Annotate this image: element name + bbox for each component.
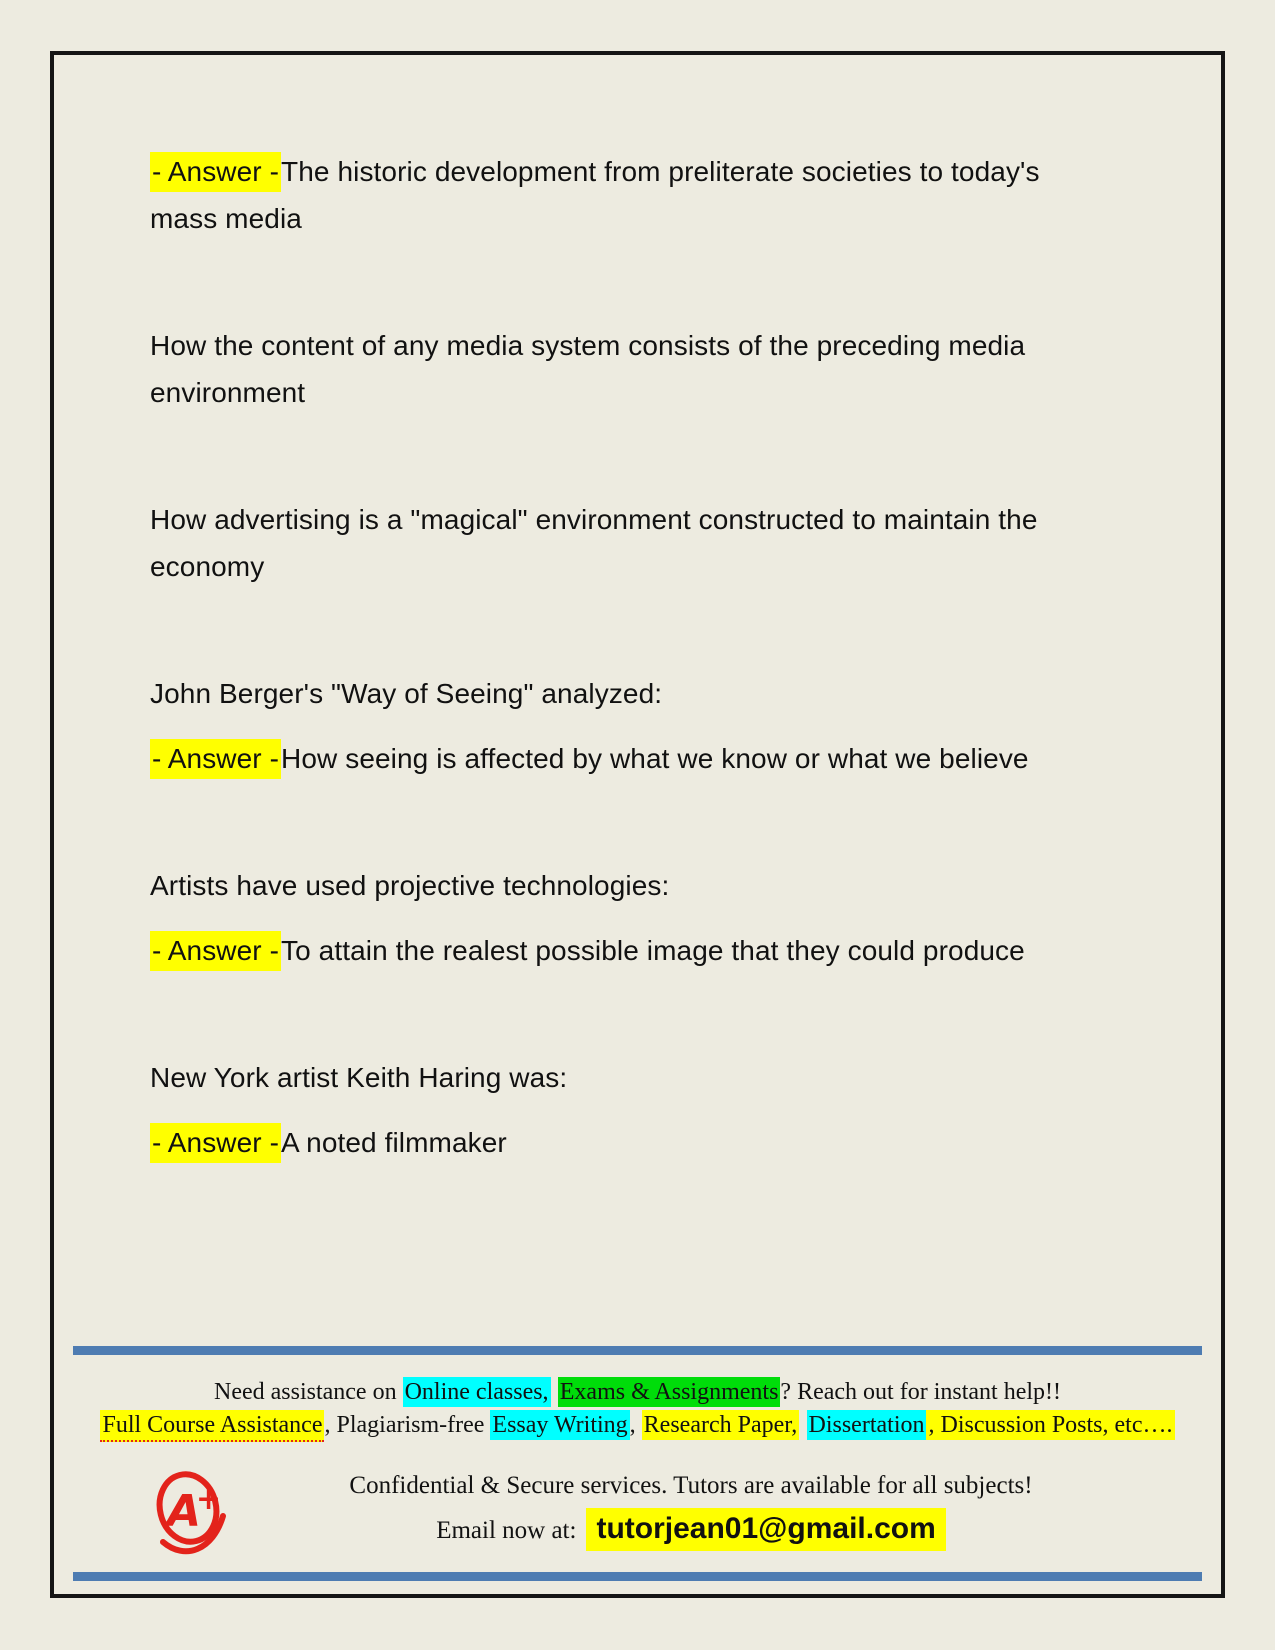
answer-text: How seeing is affected by what we know or what we believe xyxy=(281,743,1029,774)
answer-label: - Answer - xyxy=(150,152,281,192)
qa-block xyxy=(150,148,1221,242)
qa-block xyxy=(150,496,1221,590)
top-divider-bar xyxy=(73,1346,1202,1355)
question-text: John Berger's "Way of Seeing" analyzed: xyxy=(150,678,663,709)
highlight-full-course-assistance: Full Course Assistance xyxy=(100,1410,324,1442)
qa-block xyxy=(150,670,1221,717)
answer-line xyxy=(150,735,1221,782)
a-plus-logo-icon xyxy=(151,1462,231,1558)
email-row xyxy=(231,1512,1151,1546)
qa-block xyxy=(150,1054,1221,1101)
highlight-discussion-posts: , Discussion Posts, etc…. xyxy=(928,1412,1173,1438)
a-plus-logo xyxy=(151,1462,231,1563)
answer-label: - Answer - xyxy=(150,1123,281,1163)
promo-line-1 xyxy=(54,1376,1221,1409)
email-label: Email now at: xyxy=(436,1517,577,1544)
qa-block xyxy=(150,735,1221,782)
question-text: Artists have used projective technologies: xyxy=(150,870,670,901)
answer-text: The historic development from preliterate societies to today's xyxy=(281,156,1040,187)
bottom-divider-bar xyxy=(73,1572,1202,1581)
logo-letter-a: A xyxy=(167,1486,202,1537)
answer-line xyxy=(150,927,1221,974)
logo-plus-sign: + xyxy=(196,1482,222,1517)
promo-plain-1: , Plagiarism-free xyxy=(324,1412,491,1438)
answer-text-continued: mass media xyxy=(150,203,302,234)
question-text: How advertising is a "magical" environment constructed to maintain the xyxy=(150,504,1038,535)
question-text: How the content of any media system consists of the preceding media xyxy=(150,330,1026,361)
qa-block xyxy=(150,927,1221,974)
highlight-research-paper: Research Paper, xyxy=(643,1412,798,1438)
promo-line-2 xyxy=(54,1409,1221,1442)
qa-block xyxy=(150,862,1221,909)
email-address: tutorjean01@gmail.com xyxy=(586,1508,945,1551)
highlight-essay-writing: Essay Writing xyxy=(492,1412,628,1438)
page-border xyxy=(50,51,1225,1598)
answer-line xyxy=(150,148,1221,195)
qa-block xyxy=(150,322,1221,416)
qa-block xyxy=(150,1119,1221,1166)
qa-content xyxy=(54,55,1221,1166)
answer-label: - Answer - xyxy=(150,739,281,779)
highlight-exams-assignments: Exams & Assignments xyxy=(559,1379,779,1405)
promo-prefix: Need assistance on xyxy=(213,1379,403,1405)
question-text-continued: economy xyxy=(150,551,265,582)
question-text: New York artist Keith Haring was: xyxy=(150,1062,568,1093)
contact-text xyxy=(231,1462,1221,1546)
contact-section xyxy=(54,1462,1221,1563)
answer-line xyxy=(150,1119,1221,1166)
highlight-dissertation: Dissertation xyxy=(808,1412,925,1438)
answer-text: To attain the realest possible image that they could produce xyxy=(281,935,1025,966)
promo-plain-2: , xyxy=(629,1412,642,1438)
question-text-continued: environment xyxy=(150,377,306,408)
promo-suffix: ? Reach out for instant help!! xyxy=(780,1379,1061,1405)
answer-text: A noted filmmaker xyxy=(281,1127,507,1158)
answer-label: - Answer - xyxy=(150,931,281,971)
confidential-note: Confidential & Secure services. Tutors are available for all subjects! xyxy=(349,1472,1033,1499)
highlight-online-classes: Online classes, xyxy=(404,1379,549,1405)
